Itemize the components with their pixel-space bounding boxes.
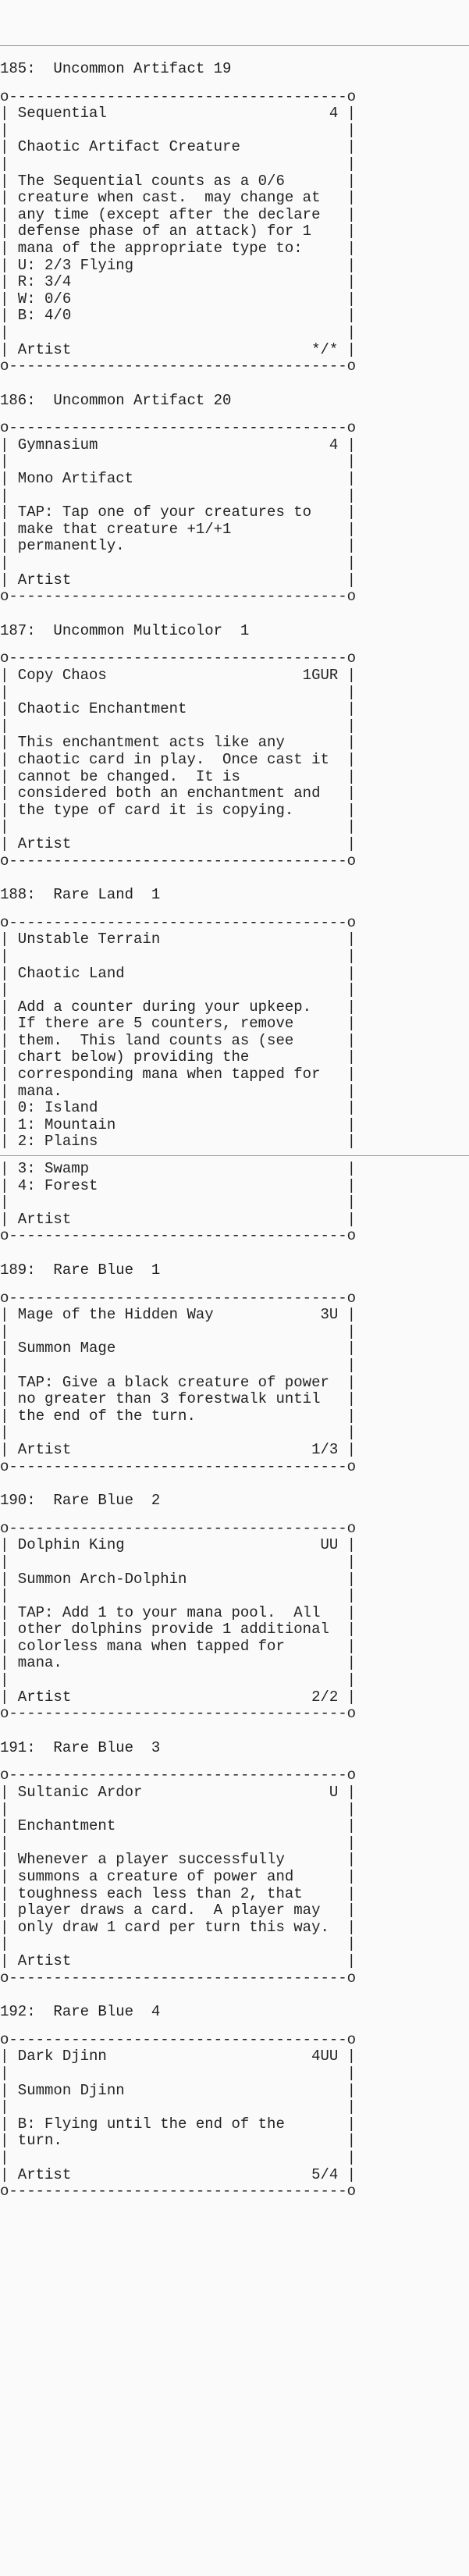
card-block: [0, 1767, 469, 1987]
card-text: o--------------------------------------o | Gymnasium 4 | | | | Mono Artifact | | | | TAP: Tap one of your creatures to | | make that creature +1/+1 | | permanently. | | | | Artist | o--------------------------------------o: [0, 419, 357, 606]
entry-heading: 191: Rare Blue 3: [0, 1738, 161, 1756]
card-text: o--------------------------------------o | Dolphin King UU | | | | Summon Arch-Dolphin | | | | TAP: Add 1 to your mana pool. All | | other dolphins provide 1 additional | | colorless mana when tapped for | | mana. | | | | Artist 2/2 | o--------------------------------------o: [0, 1519, 357, 1723]
card-block: [0, 915, 469, 1245]
card-text: o--------------------------------------o | Unstable Terrain | | | | Chaotic Land | | | | Add a counter during your upkeep. | | If there are 5 counters, remove | | them. This land counts as (see | | chart below) providing the | | corresponding mana when tapped for | | mana. | | 0: Island | | 1: Mountain | | 2: Plains |: [0, 913, 357, 1151]
page-break-rule: [0, 1155, 469, 1156]
card-block: [0, 1290, 469, 1476]
entry-heading: 192: Rare Blue 4: [0, 2003, 161, 2021]
card-listing: [0, 61, 469, 2201]
entry-heading: 187: Uncommon Multicolor 1: [0, 621, 250, 639]
card-block: [0, 1521, 469, 1723]
card-text: o--------------------------------------o | Copy Chaos 1GUR | | | | Chaotic Enchantment | | | | This enchantment acts like any | | chaotic card in play. Once cast it | | cannot be changed. It is | | considered both an enchantment and | | the type of card it is copying. | | | | Artist | o--------------------------------------o: [0, 649, 357, 870]
card-text-continued: | 3: Swamp | | 4: Forest | | | | Artist | o--------------------------------------o: [0, 1160, 357, 1245]
entry-heading: 188: Rare Land 1: [0, 886, 161, 904]
card-text: o--------------------------------------o | Sultanic Ardor U | | | | Enchantment | | | | Whenever a player successfully | | summons a creature of power and | | toughness each less than 2, that | | player draws a card. A player may | | only draw 1 card per turn this way. | | | | Artist | o--------------------------------------o: [0, 1767, 357, 1987]
card-block: [0, 420, 469, 606]
top-rule: [0, 45, 469, 46]
card-text: o--------------------------------------o | Sequential 4 | | | | Chaotic Artifact Creature | | | | The Sequential counts as a 0/6 | | creature when cast. may change at | | any time (except after the declare | | defense phase of an attack) for 1 | | mana of the appropriate type to: | | U: 2/3 Flying | | R: 3/4 | | W: 0/6 | | B: 4/0 | | | | Artist */* | o--------------------------------------o: [0, 87, 357, 375]
card-block: [0, 89, 469, 375]
entry-heading: 186: Uncommon Artifact 20: [0, 391, 232, 409]
card-block: [0, 2032, 469, 2201]
entry-heading: 185: Uncommon Artifact 19: [0, 60, 232, 77]
card-block: [0, 650, 469, 870]
entry-heading: 189: Rare Blue 1: [0, 1261, 161, 1279]
card-text: o--------------------------------------o | Dark Djinn 4UU | | | | Summon Djinn | | | | B: Flying until the end of the | | turn. | | | | Artist 5/4 | o--------------------------------------o: [0, 2030, 357, 2201]
entry-heading: 190: Rare Blue 2: [0, 1492, 161, 1510]
card-text: o--------------------------------------o | Mage of the Hidden Way 3U | | | | Summon Mage | | | | TAP: Give a black creature of power | | no greater than 3 forestwalk until | | the end of the turn. | | | | Artist 1/3 | o--------------------------------------o: [0, 1289, 357, 1475]
